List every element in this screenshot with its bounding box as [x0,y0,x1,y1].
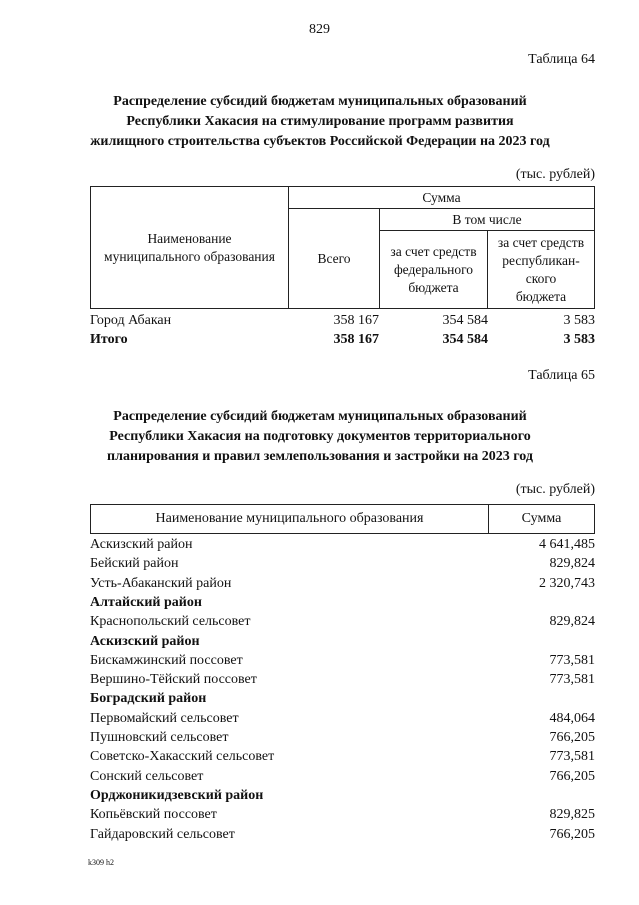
row-value: 766,205 [549,730,595,745]
header-republic [488,231,594,308]
row-name: Алтайский район [90,595,202,610]
group-header-row [90,595,595,614]
header-including: В том числе [380,209,594,231]
table-64-units: (тыс. рублей) [515,167,595,182]
row-value: 484,064 [549,711,595,726]
row-name: Усть-Абаканский район [90,576,232,591]
list-item [90,672,595,691]
list-item [90,576,595,595]
list-item [90,653,595,672]
list-item [90,614,595,633]
group-header-row [90,634,595,653]
table-65-header [90,504,595,534]
list-item [90,807,595,826]
list-item [90,556,595,575]
title-line: Распределение субсидий бюджетам муниципальных образований [113,94,527,109]
row-value: 4 641,485 [539,537,595,552]
row-value: 766,205 [549,769,595,784]
header-total: Всего [289,209,380,308]
row-name: Первомайский сельсовет [90,711,239,726]
group-header-row [90,788,595,807]
table-65-label: Таблица 65 [528,368,595,383]
row-federal: 354 584 [442,332,488,347]
row-name: Бискамжинский поссовет [90,653,243,668]
header-text: Наименование [147,230,232,246]
row-republic: 3 583 [563,313,595,328]
title-line: планирования и правил землепользования и застройки на 2023 год [107,449,533,464]
row-name: Орджоникидзевский район [90,788,264,803]
list-item [90,749,595,768]
header-text: за счет средств [390,243,477,259]
row-value: 829,824 [549,556,595,571]
table-64-header [90,186,595,309]
header-name-column [91,187,289,308]
row-name: Сонский сельсовет [90,769,204,784]
list-item [90,827,595,846]
header-sum: Сумма [521,511,562,526]
header-text: республикан- [502,252,580,268]
row-value: 829,825 [549,807,595,822]
title-line: жилищного строительства субъектов Российской Федерации на 2023 год [90,134,550,149]
row-name: Гайдаровский сельсовет [90,827,235,842]
header-federal [380,231,488,308]
list-item [90,537,595,556]
table-row-total [90,332,595,351]
row-value: 773,581 [549,749,595,764]
row-name: Аскизский район [90,537,193,552]
row-name: Бейский район [90,556,179,571]
row-name: Итого [90,332,128,347]
row-name: Аскизский район [90,634,200,649]
row-name: Город Абакан [90,313,172,328]
table-64-title [60,92,580,152]
header-sum: Сумма [289,187,594,209]
footer-code: k309 h2 [88,858,114,867]
header-text: федерального [393,261,474,277]
table-65-title [60,407,580,467]
title-line: Республики Хакасия на стимулирование программ развития [126,114,514,129]
header-name-column: Наименование муниципального образования [91,505,489,533]
header-text: муниципального образования [104,248,275,264]
row-value: 829,824 [549,614,595,629]
group-header-row [90,691,595,710]
row-federal: 354 584 [442,313,488,328]
title-line: Распределение субсидий бюджетам муниципальных образований [113,409,527,424]
row-name: Советско-Хакасский сельсовет [90,749,275,764]
list-item [90,711,595,730]
row-name: Краснопольский сельсовет [90,614,251,629]
row-value: 773,581 [549,653,595,668]
row-value: 2 320,743 [539,576,595,591]
row-value: 773,581 [549,672,595,687]
row-value: 766,205 [549,827,595,842]
table-row [90,313,595,332]
header-text: ского [525,270,557,286]
title-line: Республики Хакасия на подготовку документов территориального [109,429,531,444]
table-65-units: (тыс. рублей) [515,482,595,497]
row-total: 358 167 [333,332,379,347]
page-number: 829 [309,22,330,37]
header-text: бюджета [515,288,567,304]
list-item [90,769,595,788]
row-republic: 3 583 [563,332,595,347]
row-name: Пушновский сельсовет [90,730,229,745]
table-64-label: Таблица 64 [528,52,595,67]
list-item [90,730,595,749]
row-name: Боградский район [90,691,207,706]
header-text: за счет средств [497,234,585,250]
header-text: бюджета [408,279,459,295]
row-name: Вершино-Тёйский поссовет [90,672,257,687]
row-total: 358 167 [333,313,379,328]
row-name: Копьёвский поссовет [90,807,217,822]
